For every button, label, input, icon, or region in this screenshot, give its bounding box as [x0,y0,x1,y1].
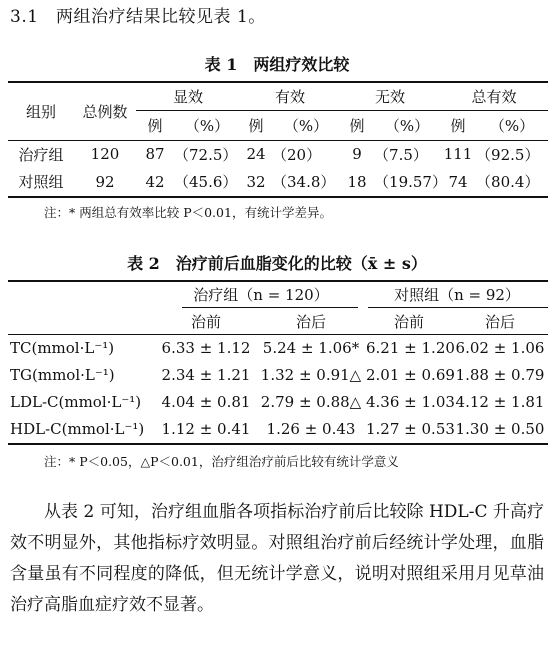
cell-value: 2.79 ± 0.88△ [260,392,362,411]
col-header-xianxiao: 显效 [173,87,204,106]
subheader-percent: （%） [489,116,535,135]
subheader-cases: 例 [349,116,365,135]
row-label: TC(mmol·L⁻¹) [10,338,115,357]
subheader-after: 治后 [295,312,326,331]
cell-value: 1.32 ± 0.91△ [260,365,362,384]
cell-value: 6.33 ± 1.12 [161,338,251,357]
subheader-percent: （%） [384,116,430,135]
subheader-after: 治后 [485,312,516,331]
col-header-group: 组别 [25,102,56,121]
cell-value: 1.26 ± 0.43 [266,419,356,438]
cell-value: 4.04 ± 0.81 [161,392,251,411]
cell-count: 42 [145,172,165,191]
table1-bottom-rule [8,196,548,198]
cell-value: 2.34 ± 1.21 [161,365,251,384]
table2-group1-header: 治疗组（n = 120） [193,286,329,304]
cell-value: 5.24 ± 1.06* [262,338,360,357]
subheader-before: 治前 [393,312,424,331]
table1-title: 表 1 两组疗效比较 [204,55,350,74]
cell-percent: （7.5） [374,145,428,164]
cell-value: 1.88 ± 0.79 [455,365,545,384]
cell-value: 4.36 ± 1.03 [366,392,455,411]
cell-count: 111 [443,145,473,163]
cell-count: 18 [347,172,367,191]
table-row [8,388,548,415]
cell-percent: （20） [272,145,322,164]
subheader-cases: 例 [248,116,264,135]
col-header-zongyouxiao: 总有效 [471,87,517,106]
table2-note: 注：* P＜0.05，△P＜0.01，治疗组治疗前后比较有统计学意义 [44,454,399,469]
cell-percent: （34.8） [272,173,336,191]
col-header-wuxiao: 无效 [375,87,406,106]
cell-percent: （92.5） [476,145,540,164]
row-label: TG(mmol·L⁻¹) [10,365,115,384]
table2-group2-header: 对照组（n = 92） [394,286,520,304]
cell-percent: （45.6） [174,173,238,191]
cell-value: 6.02 ± 1.06 [455,338,545,357]
table1 [8,82,548,195]
table2 [8,281,548,442]
row-label: HDL-C(mmol·L⁻¹) [10,419,145,438]
cell-percent: （72.5） [174,145,238,164]
table1-note: 注：* 两组总有效率比较 P＜0.01，有统计学差异。 [44,205,332,220]
cell-value: 4.12 ± 1.81 [455,392,545,411]
col-header-youxiao: 有效 [275,87,306,106]
body-paragraph [10,497,544,621]
subheader-percent: （%） [283,116,329,135]
paragraph-text: 从表 2 可知，治疗组血脂各项指标治疗前后比较除 HDL-C 升高疗效不明显外，其他指标疗效明显。对照组治疗前后经统计学处理，血脂含量虽有不同程度的降低，但无统计学意义，说明对照组采用月见草油治疗高脂血症疗效不显著。 [10,502,544,615]
table2-title: 表 2 治疗前后血脂变化的比较（x̄ ± s） [127,254,427,273]
cell-value: 1.30 ± 0.50 [455,419,545,438]
table-row [8,415,548,442]
cell-count: 24 [246,145,266,163]
cell-value: 1.27 ± 0.53 [366,419,455,438]
subheader-before: 治前 [190,312,221,331]
cell-value: 1.12 ± 0.41 [161,419,251,438]
section-heading: 3.1 两组治疗结果比较见表 1。 [10,7,266,27]
subheader-cases: 例 [450,116,466,135]
row-total: 120 [90,145,120,163]
cell-count: 9 [352,145,362,163]
cell-value: 6.21 ± 1.20 [366,338,455,357]
table-row [8,140,548,168]
table-row [8,361,548,388]
row-group: 治疗组 [18,145,64,164]
table2-bottom-rule [8,443,548,445]
table-row [8,334,548,361]
cell-value: 2.01 ± 0.69 [366,365,455,384]
cell-percent: （80.4） [476,173,540,191]
row-label: LDL-C(mmol·L⁻¹) [10,392,142,411]
subheader-cases: 例 [147,116,163,135]
cell-percent: （19.57） [374,173,447,191]
cell-count: 32 [246,172,266,191]
row-group: 对照组 [18,173,64,191]
row-total: 92 [95,172,115,191]
table-row [8,168,548,195]
subheader-percent: （%） [184,116,230,135]
cell-count: 87 [145,145,165,163]
cell-count: 74 [448,172,468,191]
col-header-total: 总例数 [82,102,128,121]
